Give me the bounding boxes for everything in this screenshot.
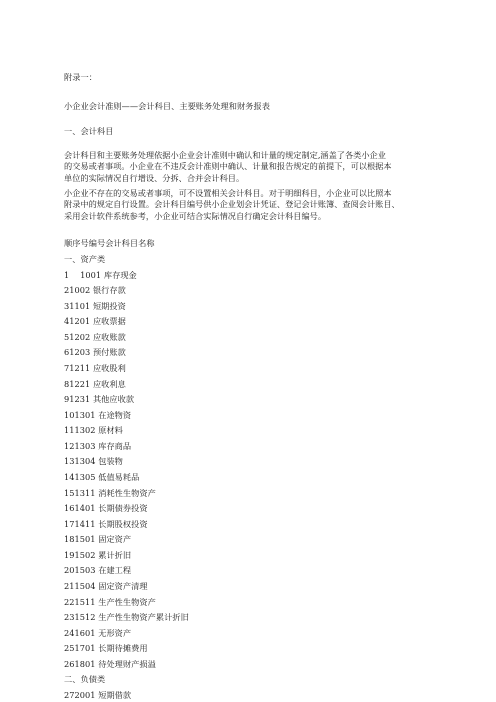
intro-paragraph-2 xyxy=(64,188,434,222)
list-item: 21002 银行存款 xyxy=(64,285,126,296)
paragraph-line: 单位的实际情况自行增设、分拆、合并会计科目。 xyxy=(64,172,245,183)
list-item: 111302 原材料 xyxy=(64,425,123,436)
list-item: 121303 库存商品 xyxy=(64,440,132,451)
list-item: 71211 应收股利 xyxy=(64,363,126,373)
list-item: 191502 累计折旧 xyxy=(64,549,132,560)
category-liabilities: 二、负债类 xyxy=(64,674,106,685)
list-item: 131304 包装物 xyxy=(64,456,123,467)
list-item: 101301 在途物资 xyxy=(64,409,132,420)
list-item: 51202 应收账款 xyxy=(64,331,126,342)
appendix-label: 附录一： xyxy=(64,72,97,82)
section-heading-accounts: 一、会计科目 xyxy=(64,126,114,136)
intro-paragraph-1 xyxy=(64,150,434,184)
paragraph-line: 的交易或者事项。小企业在不违反会计准则中确认、计量和报告规定的前提下，可以根据本 xyxy=(64,161,392,172)
list-item: 221511 生产性生物资产 xyxy=(64,596,156,607)
list-item: 201503 在建工程 xyxy=(64,565,132,576)
list-item: 61203 预付账款 xyxy=(64,347,126,358)
list-item: 272001 短期借款 xyxy=(64,690,132,700)
list-item: 91231 其他应收款 xyxy=(64,394,135,405)
list-item: 211504 固定资产清理 xyxy=(64,581,148,591)
paragraph-line: 会计科目和主要账务处理依据小企业会计准则中确认和计量的规定制定,涵盖了各类小企业 xyxy=(64,150,386,160)
paragraph-line: 采用会计软件系统参考，小企业可结合实际情况自行确定会计科目编号。 xyxy=(64,210,327,221)
list-item: 41201 应收票据 xyxy=(64,316,126,327)
list-item: 171411 长期股权投资 xyxy=(64,518,148,529)
list-item: 261801 待处理财产损溢 xyxy=(64,658,156,669)
list-item: 81221 应收利息 xyxy=(64,378,126,389)
list-item: 31101 短期投资 xyxy=(64,300,126,311)
list-item: 241601 无形资产 xyxy=(64,627,132,638)
list-item: 141305 低值易耗品 xyxy=(64,472,140,482)
list-item: 251701 长期待摊费用 xyxy=(64,643,148,654)
doc-title: 小企业会计准则——会计科目、主要账务处理和财务报表 xyxy=(64,101,270,111)
list-item: 231512 生产性生物资产累计折旧 xyxy=(64,612,189,623)
list-item: 1 1001 库存现金 xyxy=(64,269,137,280)
list-item: 151311 消耗性生物资产 xyxy=(64,487,156,498)
table-header: 顺序号编号会计科目名称 xyxy=(64,238,155,248)
category-assets: 一、资产类 xyxy=(64,254,106,264)
list-item: 181501 固定资产 xyxy=(64,534,132,545)
paragraph-line: 附录中的规定自行设置。会计科目编号供小企业划会计凭证、登记会计账簿、查阅会计账目、 xyxy=(64,199,400,210)
paragraph-line: 小企业不存在的交易或者事项，可不设置相关会计科目。对于明细科目，小企业可以比照本 xyxy=(64,188,392,198)
list-item: 161401 长期债券投资 xyxy=(64,503,148,514)
